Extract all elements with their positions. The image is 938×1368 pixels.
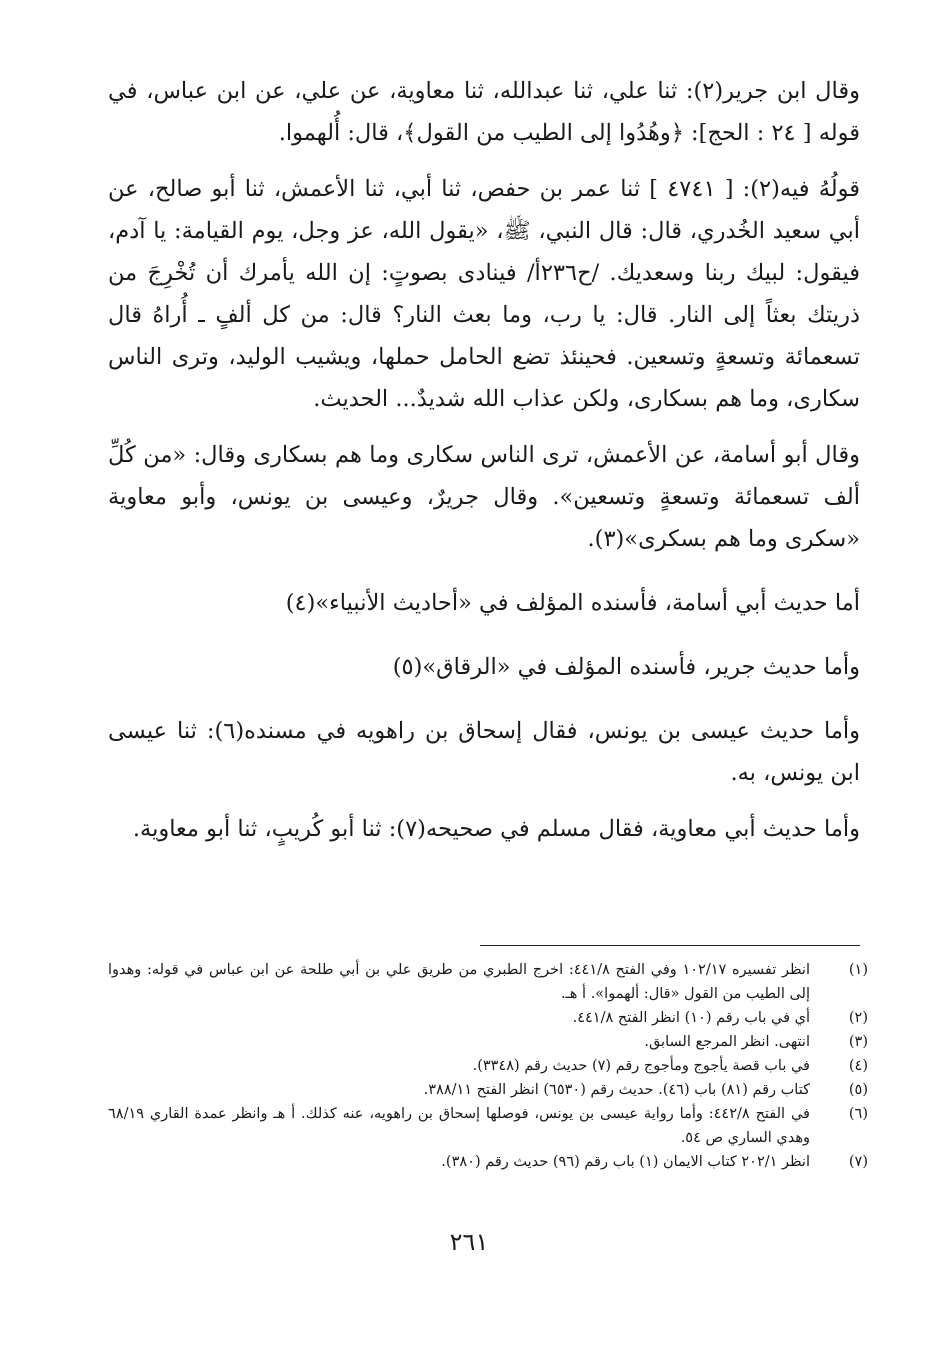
footnote-text: أي في باب رقم (١٠) انظر الفتح ٤٤١/٨. bbox=[572, 1010, 810, 1026]
footnote-item bbox=[108, 1150, 868, 1174]
paragraph-abu-usama: وقال أبو أسامة، عن الأعمش، ترى الناس سكارى وما هم بسكارى وقال: «من كُلِّ ألف تسعمائة وتسعةٍ وتسعين». وقال جريرٌ، وعيسى بن يونس، وأبو معاوية «سكرى وما هم بسكرى»(٣). bbox=[108, 442, 860, 552]
footnote-number: (٥) bbox=[848, 1082, 868, 1098]
footnote-item bbox=[108, 1102, 868, 1150]
footnote-number: (٣) bbox=[848, 1034, 868, 1050]
footnote-separator bbox=[480, 945, 860, 946]
paragraph-abu-usama-source: أما حديث أبي أسامة، فأسنده المؤلف في «أحاديث الأنبياء»(٤) bbox=[285, 590, 860, 616]
footnote-text: في باب قصة يأجوج ومأجوج رقم (٧) حديث رقم (٣٣٤٨). bbox=[472, 1058, 810, 1074]
main-text bbox=[108, 70, 860, 864]
paragraph-abu-muawiya-source: وأما حديث أبي معاوية، فقال مسلم في صحيحه(٧): ثنا أبو كُريبٍ، ثنا أبو معاوية. bbox=[132, 816, 860, 842]
footnote-text: في الفتح ٤٤٢/٨: وأما رواية عيسى بن يونس، فوصلها إسحاق بن راهويه، عنه كذلك. أ هـ وانظر عمدة القاري ٦٨/١٩ وهدي الساري ص ٥٤. bbox=[108, 1106, 810, 1146]
footnote-item bbox=[108, 1078, 868, 1102]
page-number: ٢٦١ bbox=[449, 1228, 489, 1256]
footnote-text: انظر تفسيره ١٠٢/١٧ وفي الفتح ٤٤١/٨: اخرج الطبري من طريق علي بن أبي طلحة عن ابن عباس في قوله: وهدوا إلى الطيب من القول «قال: ألهموا». أ هـ. bbox=[108, 962, 810, 1002]
footnote-number: (٦) bbox=[848, 1106, 868, 1122]
footnote-item bbox=[108, 1054, 868, 1078]
paragraph-ibn-jarir: وقال ابن جرير(٢): ثنا علي، ثنا عبدالله، ثنا معاوية، عن علي، عن ابن عباس، في قوله [ ٢٤ : الحج]: ﴿وهُدُوا إلى الطيب من القول﴾، قال: أُلهموا. bbox=[108, 78, 860, 146]
footnote-item bbox=[108, 1006, 868, 1030]
footnote-number: (٤) bbox=[848, 1058, 868, 1074]
footnote-item bbox=[108, 1030, 868, 1054]
footnotes bbox=[108, 958, 868, 1174]
paragraph-isa-source: وأما حديث عيسى بن يونس، فقال إسحاق بن راهويه في مسنده(٦): ثنا عيسى ابن يونس، به. bbox=[108, 718, 860, 786]
footnote-number: (١) bbox=[848, 962, 868, 978]
footnote-text: انتهى. انظر المرجع السابق. bbox=[644, 1034, 810, 1050]
paragraph-hadith-4741: قولُهُ فيه(٢): [ ٤٧٤١ ] ثنا عمر بن حفص، ثنا أبي، ثنا الأعمش، ثنا أبو صالح، عن أبي سعيد الخُدري، قال: قال النبي، ﷺ، «يقول الله، عز وجل، يوم القيامة: يا آدم، فيقول: لبيك ربنا وسعديك. /ح٢٣٦أ/ فينادى بصوتٍ: إن الله يأمرك أن تُخْرِجَ من ذريتك بعثاً إلى النار. قال: يا رب، وما بعث النار؟ قال: من كل ألفٍ ـ أُراهُ قال تسعمائة وتسعةٍ وتسعين. فحينئذ تضع الحامل حملها، ويشيب الوليد، وترى الناس سكارى، وما هم بسكارى، ولكن عذاب الله شديدٌ... الحديث. bbox=[108, 176, 861, 412]
paragraph-jarir-source: وأما حديث جرير، فأسنده المؤلف في «الرقاق»(٥) bbox=[392, 654, 860, 680]
footnote-text: انظر ٢٠٢/١ كتاب الايمان (١) باب رقم (٩٦) حديث رقم (٣٨٠). bbox=[441, 1154, 810, 1170]
footnote-item bbox=[108, 958, 868, 1006]
footnote-number: (٢) bbox=[848, 1010, 868, 1026]
footnote-number: (٧) bbox=[848, 1154, 868, 1170]
footnote-text: كتاب رقم (٨١) باب (٤٦). حديث رقم (٦٥٣٠) انظر الفتح ٣٨٨/١١. bbox=[423, 1082, 810, 1098]
